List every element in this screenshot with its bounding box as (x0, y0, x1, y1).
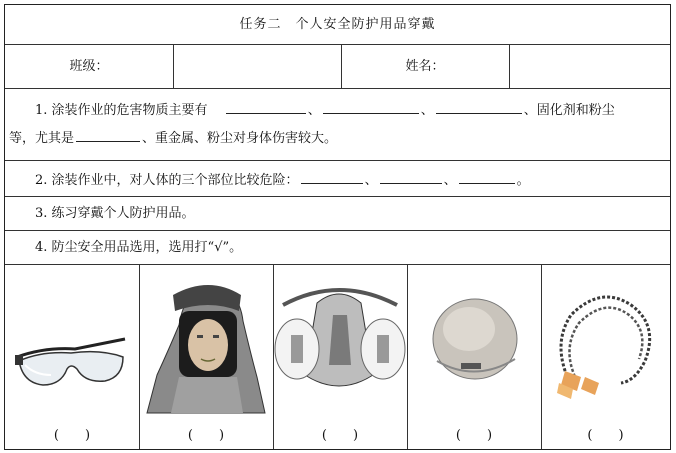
q1-sep-3: 、 (523, 103, 537, 118)
question-4-line (35, 238, 242, 258)
question-3-line (35, 204, 195, 224)
question-1-line-2 (9, 127, 337, 149)
q2-blank-3[interactable] (459, 169, 515, 184)
item-2-answer[interactable]: ( ) (187, 428, 225, 443)
name-field[interactable] (509, 45, 670, 88)
q1-blank-4[interactable] (76, 127, 140, 142)
q2-sep-2: 、 (443, 173, 457, 188)
question-2-row (5, 161, 670, 197)
q1-sep-2: 、 (420, 103, 434, 118)
title-row (5, 5, 670, 45)
question-2-text: 涂装作业中，对人体的三个部位比较危险： (51, 173, 299, 188)
question-1-text: 涂装作业的危害物质主要有 (51, 103, 208, 118)
item-1-answer[interactable]: ( ) (53, 428, 91, 443)
half-face-respirator-icon (273, 265, 407, 415)
q1-blank-2[interactable] (323, 99, 419, 114)
question-4-text: 防尘安全用品选用，选用打“√”。 (51, 240, 243, 255)
name-label-cell (341, 45, 509, 88)
q1-blank-1[interactable] (226, 99, 306, 114)
q2-blank-2[interactable] (380, 169, 442, 184)
info-row (5, 45, 670, 89)
question-4-row (5, 231, 670, 265)
class-label-cell (5, 45, 173, 88)
q1-blank-3[interactable] (436, 99, 522, 114)
q1-sep-1: 、 (307, 103, 321, 118)
question-2-line (35, 169, 530, 191)
supplied-air-hood-icon (139, 265, 273, 415)
corded-earplugs-icon (541, 265, 669, 415)
q2-end: 。 (516, 173, 530, 188)
question-4-number: 4. (35, 240, 48, 255)
class-field[interactable] (173, 45, 341, 88)
item-1-cell (5, 265, 139, 449)
item-5-answer[interactable]: ( ) (587, 428, 624, 443)
question-2-number: 2. (35, 173, 48, 188)
class-label: 班级： (69, 58, 109, 74)
question-1-text-2: 固化剂和粉尘 (536, 103, 615, 118)
q2-blank-1[interactable] (301, 169, 363, 184)
question-1-text-4: 、重金属、粉尘对身体伤害较大。 (142, 131, 338, 146)
item-3-answer[interactable]: ( ) (321, 428, 359, 443)
dust-mask-icon (407, 265, 541, 415)
page-title: 任务二 个人安全防护用品穿戴 (239, 16, 436, 32)
item-4-answer[interactable]: ( ) (455, 428, 493, 443)
question-3-text: 练习穿戴个人防护用品。 (51, 206, 195, 221)
item-4-cell (407, 265, 541, 449)
item-3-cell (273, 265, 407, 449)
question-3-number: 3. (35, 206, 48, 221)
name-label: 姓名： (405, 58, 445, 74)
q2-sep-1: 、 (364, 173, 378, 188)
item-5-cell (541, 265, 670, 449)
image-row (5, 265, 670, 449)
item-2-cell (139, 265, 273, 449)
safety-goggles-icon (5, 265, 139, 415)
question-1-row (5, 89, 670, 161)
worksheet (4, 4, 671, 450)
question-3-row (5, 197, 670, 231)
question-1-line-1 (35, 99, 615, 121)
question-1-number: 1. (35, 103, 48, 118)
question-1-text-3: 等，尤其是 (9, 131, 75, 146)
